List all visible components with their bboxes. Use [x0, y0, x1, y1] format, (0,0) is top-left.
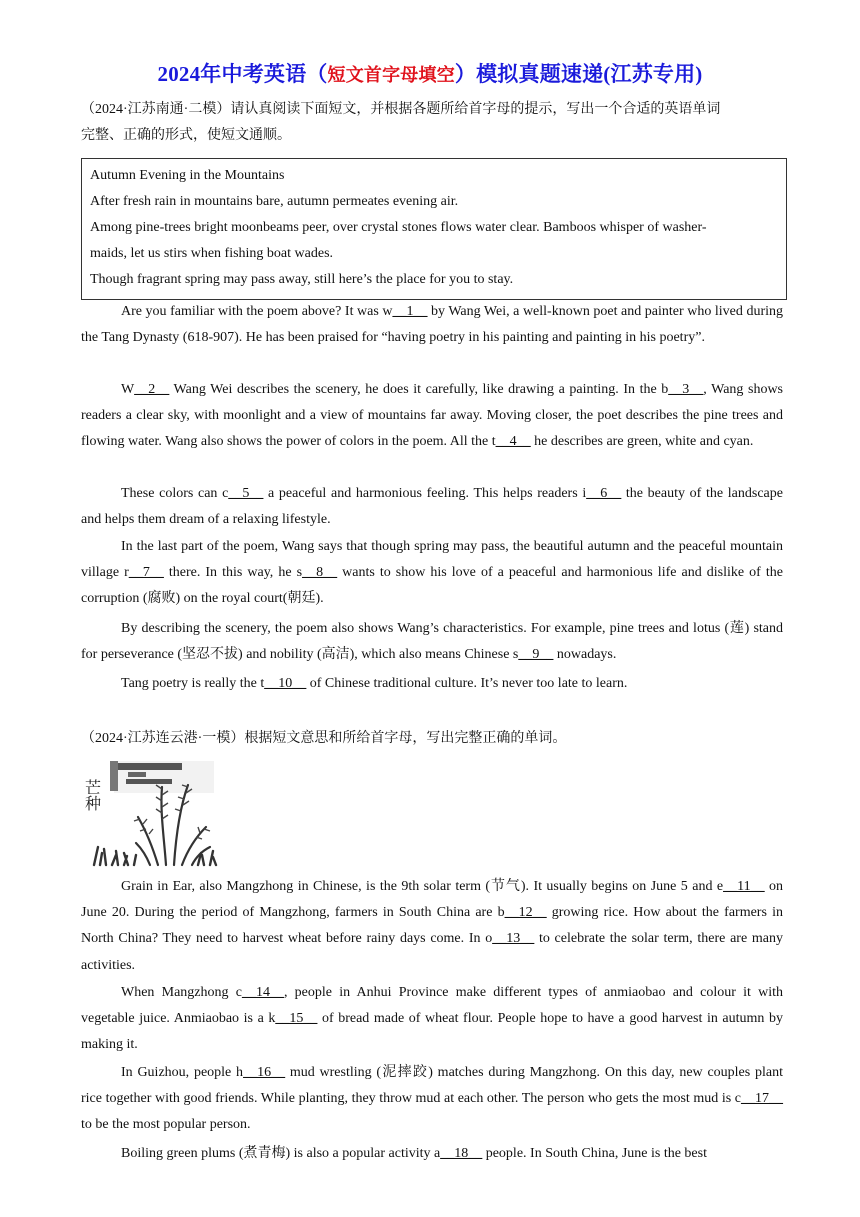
text-run: In the last part of the poem, Wang says that though spring may pass, the beautiful autumn and the peaceful mountain village r — [81, 539, 783, 581]
blank-11[interactable]: __11__ — [723, 879, 765, 894]
paragraph — [81, 980, 783, 1059]
text-run: Wang Wei describes the scenery, he does it carefully, like drawing a painting. In the b — [169, 382, 669, 397]
blank-13[interactable]: __13__ — [492, 931, 535, 947]
poem-line: After fresh rain in mountains bare, autumn permeates evening air. — [90, 194, 459, 209]
text-run: a peaceful and harmonious feeling. This helps readers i — [263, 486, 587, 501]
text-run: he describes are green, white and cyan. — [530, 434, 754, 450]
text-run: Tang poetry is really the t — [121, 676, 265, 691]
poem-box — [81, 158, 787, 300]
text-run: nowadays. — [553, 647, 617, 663]
poem-line: Autumn Evening in the Mountains — [90, 168, 285, 183]
poem-line: Among pine-trees bright moonbeams peer, over crystal stones flows water clear. Bamboos whisper of washer- — [90, 220, 707, 235]
grain-in-ear-illustration — [82, 757, 220, 867]
blank-6[interactable]: __6__ — [586, 486, 622, 501]
text-run: Boiling green plums (煮青梅) is also a popular activity a — [121, 1146, 441, 1161]
blank-18[interactable]: __18__ — [440, 1146, 483, 1161]
text-run: there. In this way, he s — [163, 565, 303, 581]
text-run: , people in Anhui Province make different types of anmiaobao and colour it with vegetable juice. Anmiaobao is a k — [81, 985, 783, 1027]
title-highlight: 短文首字母填空 — [327, 65, 455, 85]
text-run: In Guizhou, people h — [121, 1065, 244, 1080]
title-suffix: ）模拟真题速递(江苏专用) — [454, 62, 703, 86]
text-run: mud wrestling (泥摔跤) matches during Mangzhong. On this day, new couples plant rice together with good friends. While planting, they throw mud at each other. The person who gets the most mud is c — [81, 1065, 783, 1107]
text-run: people. In South China, June is the best — [482, 1146, 707, 1161]
paragraph — [81, 1141, 783, 1167]
paragraph — [81, 874, 783, 979]
text-run: to be the most popular person. — [81, 1117, 251, 1133]
poem-line: Though fragrant spring may pass away, still here’s the place for you to stay. — [90, 272, 514, 287]
instruction-line: （2024·江苏南通·二模）请认真阅读下面短文，并根据各题所给首字母的提示，写出一个合适的英语单词 — [81, 102, 721, 117]
paragraph — [81, 1060, 783, 1139]
text-run: of bread made of wheat flour. People hope to have a good harvest in autumn by making it. — [81, 1011, 783, 1053]
text-run: W — [121, 382, 135, 397]
text-run: of Chinese traditional culture. It’s never too late to learn. — [306, 676, 628, 691]
blank-5[interactable]: __5__ — [228, 486, 264, 501]
blank-12[interactable]: __12__ — [504, 905, 547, 921]
blank-1[interactable]: __1__ — [392, 304, 428, 319]
text-run: , Wang shows readers a clear sky, with moonlight and a view of mountains far away. Moving closer, the poet describes the pine trees and flowing water. Wang also shows the power of colors in the poem. All the t — [81, 382, 784, 450]
paragraph — [81, 377, 783, 456]
blank-9[interactable]: __9__ — [518, 647, 554, 663]
text-run: wants to show his love of a peaceful and harmonious life and dislike of the corruption (腐败) on the royal court(朝廷). — [81, 565, 783, 607]
wheat-grass-icon — [82, 757, 220, 867]
blank-8[interactable]: __8__ — [302, 565, 338, 581]
text-run: By describing the scenery, the poem also shows Wang’s characteristics. For example, pine trees and lotus (莲) stand for perseverance (坚忍不拔) and nobility (高洁), which also means Chinese s — [81, 621, 783, 663]
illustration-label: 芒种 — [82, 779, 102, 811]
paragraph — [81, 671, 783, 697]
text-run: These colors can c — [121, 486, 229, 501]
blank-7[interactable]: __7__ — [128, 565, 164, 581]
section2-instruction: （2024·江苏连云港·一模）根据短文意思和所给首字母，写出完整正确的单词。 — [81, 731, 567, 746]
poem-line: maids, let us stirs when fishing boat wades. — [90, 246, 334, 261]
text-run: Are you familiar with the poem above? It was w — [121, 304, 393, 319]
blank-4[interactable]: __4__ — [495, 434, 531, 450]
section1-instruction — [81, 97, 783, 149]
paragraph — [81, 299, 783, 351]
blank-3[interactable]: __3__ — [668, 382, 704, 397]
title-prefix: 2024年中考英语（ — [157, 62, 328, 86]
blank-14[interactable]: __14__ — [241, 985, 284, 1000]
text-run: growing rice. How about the farmers in North China? They need to harvest wheat before rainy days come. In o — [81, 905, 783, 947]
text-run: When Mangzhong c — [121, 985, 242, 1000]
text-run: Grain in Ear, also Mangzhong in Chinese, is the 9th solar term (节气). It usually begins on June 5 and e — [121, 879, 724, 894]
paragraph — [81, 481, 783, 533]
paragraph — [81, 616, 783, 668]
text-run: the beauty of the landscape and helps them dream of a relaxing lifestyle. — [81, 486, 783, 528]
page-title — [0, 58, 860, 88]
blank-10[interactable]: __10__ — [264, 676, 307, 691]
paragraph — [81, 534, 783, 613]
text-run: on June 20. During the period of Mangzhong, farmers in South China are b — [81, 879, 784, 921]
blank-17[interactable]: __17__ — [741, 1091, 783, 1107]
text-run: to celebrate the solar term, there are many activities. — [81, 931, 783, 973]
blank-16[interactable]: __16__ — [243, 1065, 286, 1080]
blank-15[interactable]: __15__ — [275, 1011, 318, 1027]
text-run: by Wang Wei, a well-known poet and painter who lived during the Tang Dynasty (618-907). He has been praised for “having poetry in his painting and painting in his poetry”. — [81, 304, 783, 346]
instruction-line: 完整、正确的形式，使短文通顺。 — [81, 128, 291, 143]
blank-2[interactable]: __2__ — [134, 382, 170, 397]
